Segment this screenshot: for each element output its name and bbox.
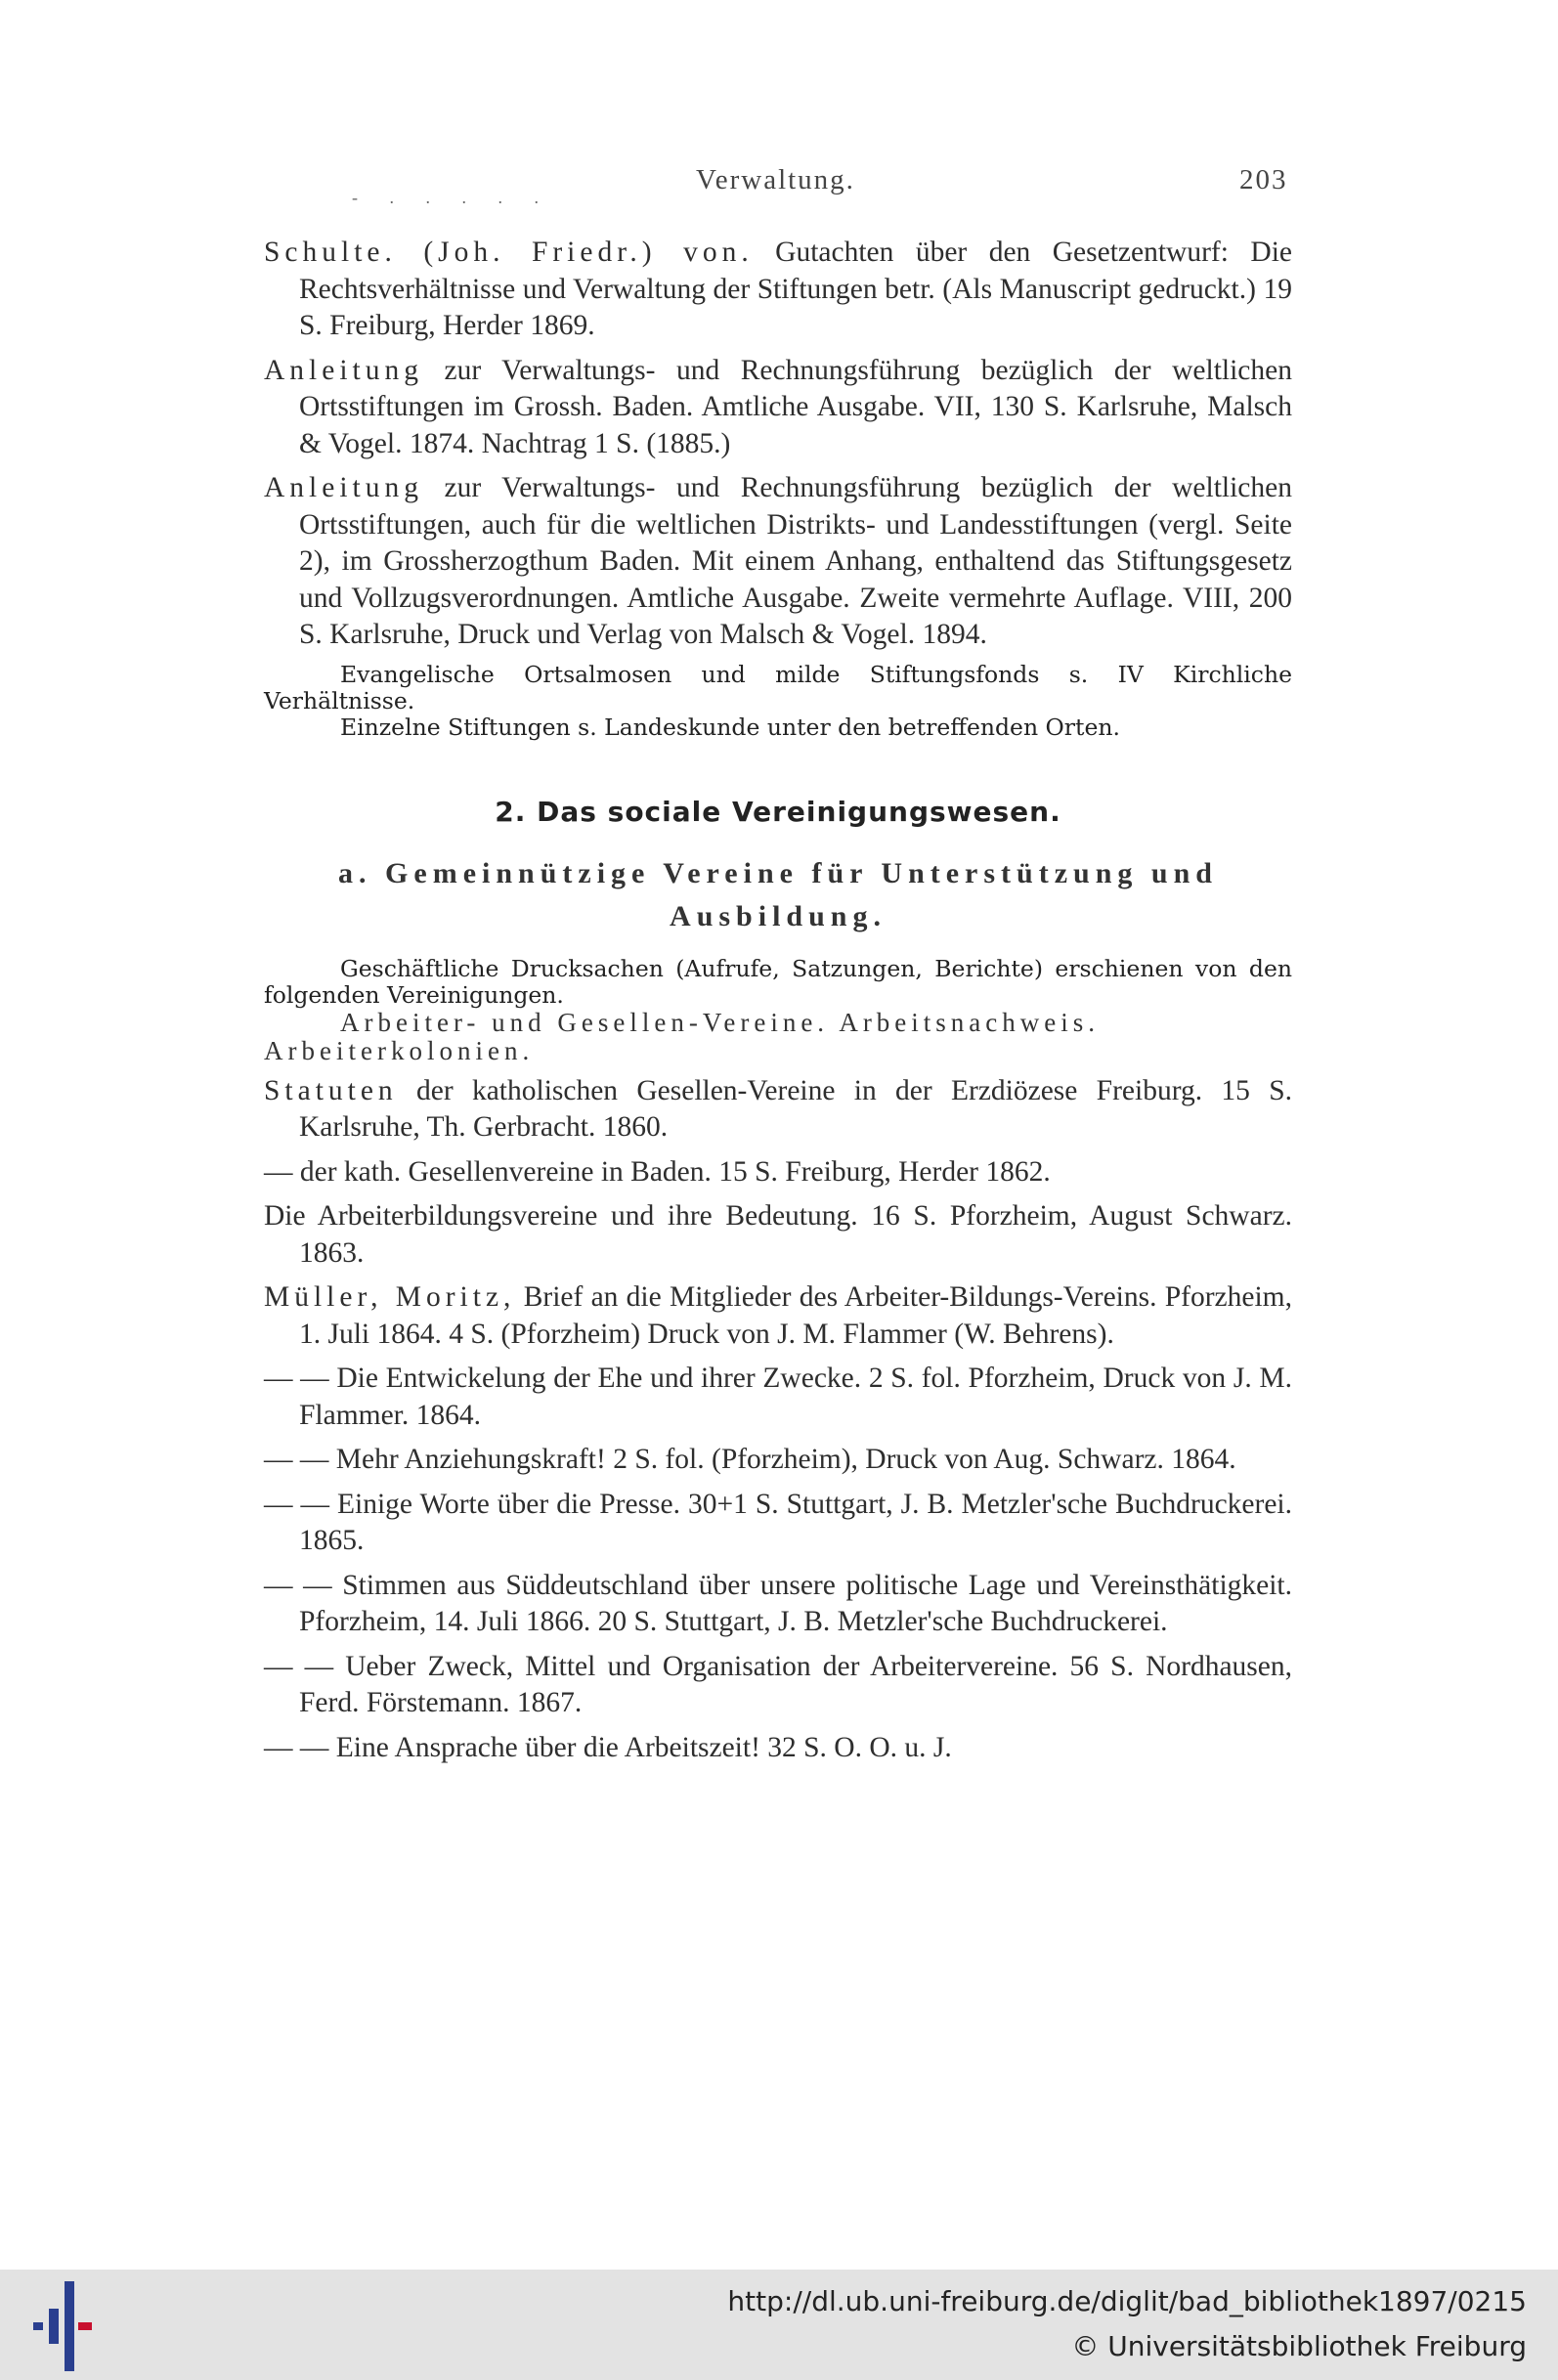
bib-entry	[264, 1487, 1292, 1560]
bib-entry	[264, 353, 1292, 463]
permalink-url[interactable]: http://dl.ub.uni-freiburg.de/diglit/bad_bibliothek1897/0215	[727, 2285, 1527, 2317]
header-marks: - . . . . .	[352, 188, 552, 207]
entry-text: der katholischen Gesellen-Vereine in der Erzdiözese Freiburg. 15 S. Karlsruhe, Th. Gerbracht. 1860.	[299, 1074, 1292, 1143]
running-title: Verwaltung.	[696, 164, 855, 195]
bib-entry	[264, 1730, 1292, 1767]
bib-entry	[264, 1279, 1292, 1353]
section-note: Geschäftliche Drucksachen (Aufrufe, Satzungen, Berichte) erschienen von den folgenden Vereinigungen.	[264, 954, 1292, 1009]
subsection-title: a. Gemeinnützige Vereine für Unterstützung und Ausbildung.	[338, 856, 1218, 932]
cross-reference-note: Einzelne Stiftungen s. Landeskunde unter den betreffenden Orten.	[340, 713, 1121, 741]
category-line: Arbeiterkolonien.	[264, 1035, 535, 1065]
bib-entry	[264, 1073, 1292, 1147]
bib-entry	[264, 1568, 1292, 1641]
entry-text: — — Stimmen aus Süddeutschland über unsere politische Lage und Vereinsthätigkeit. Pforzheim, 14. Juli 1866. 20 S. Stuttgart, J. B. Metzler'sche Buchdruckerei.	[264, 1569, 1292, 1637]
bib-entry	[264, 1154, 1292, 1191]
entry-text: — — Ueber Zweck, Mittel und Organisation der Arbeitervereine. 56 S. Nordhausen, Ferd. Förstemann. 1867.	[264, 1650, 1292, 1718]
bib-entry	[264, 235, 1292, 345]
entry-lead: Anleitung	[264, 472, 423, 503]
bib-entry	[264, 1198, 1292, 1272]
bib-entry	[264, 1649, 1292, 1722]
ub-freiburg-logo-icon	[29, 2279, 98, 2373]
entry-text: — — Mehr Anziehungskraft! 2 S. fol. (Pforzheim), Druck von Aug. Schwarz. 1864.	[264, 1444, 1236, 1475]
category-line: Arbeiter- und Gesellen-Vereine. Arbeitsnachweis.	[340, 1007, 1101, 1037]
entry-text: Brief an die Mitglieder des Arbeiter-Bildungs-Vereins. Pforzheim, 1. Juli 1864. 4 S. (Pforzheim) Druck von J. M. Flammer (W. Behrens).	[299, 1281, 1292, 1350]
entry-text: — — Die Entwickelung der Ehe und ihrer Zwecke. 2 S. fol. Pforzheim, Druck von J. M. Flammer. 1864.	[264, 1363, 1292, 1431]
entry-text: zur Verwaltungs- und Rechnungsführung bezüglich der weltlichen Ortsstiftungen, auch für die weltlichen Distrikts- und Landesstiftungen (vergl. Seite 2), im Grossherzogthum Baden. Mit einem Anhang, enthaltend das Stiftungsgesetz und Vollzugsverordnungen. Amtliche Ausgabe. Zweite vermehrte Auflage. VIII, 200 S. Karlsruhe, Druck und Verlag von Malsch & Vogel. 1894.	[299, 472, 1292, 650]
bib-entry	[264, 470, 1292, 654]
bib-entry	[264, 1361, 1292, 1434]
bib-entry	[264, 1442, 1292, 1479]
page-content	[264, 235, 1292, 1774]
copyright-notice: © Universitätsbibliothek Freiburg	[1071, 2330, 1527, 2362]
entry-text: — — Eine Ansprache über die Arbeitszeit! 32 S. O. O. u. J.	[264, 1731, 952, 1763]
viewer-footer	[0, 2270, 1558, 2380]
entry-text: — der kath. Gesellenvereine in Baden. 15 S. Freiburg, Herder 1862.	[264, 1155, 1051, 1188]
entry-lead: Anleitung	[264, 354, 423, 386]
entry-lead: Statuten	[264, 1074, 398, 1106]
section-title: 2. Das sociale Vereinigungswesen.	[495, 795, 1061, 828]
page-number: 203	[1239, 164, 1288, 195]
entry-text: Gutachten über den Gesetzentwurf: Die Rechtsverhältnisse und Verwaltung der Stiftungen betr. (Als Manuscript gedruckt.) 19 S. Freiburg, Herder 1869.	[299, 237, 1292, 341]
entry-lead: Schulte. (Joh. Friedr.) von.	[264, 237, 754, 268]
cross-reference-note: Evangelische Ortsalmosen und milde Stiftungsfonds s. IV Kirchliche Verhältnisse.	[264, 660, 1292, 714]
entry-text: — — Einige Worte über die Presse. 30+1 S. Stuttgart, J. B. Metzler'sche Buchdruckerei. 1865.	[264, 1488, 1292, 1556]
entry-text: zur Verwaltungs- und Rechnungsführung bezüglich der weltlichen Ortsstiftungen im Grossh. Baden. Amtliche Ausgabe. VII, 130 S. Karlsruhe, Malsch & Vogel. 1874. Nachtrag 1 S. (1885.)	[299, 354, 1292, 459]
entry-text: Die Arbeiterbildungsvereine und ihre Bedeutung. 16 S. Pforzheim, August Schwarz. 1863.	[264, 1200, 1292, 1269]
entry-lead: Müller, Moritz,	[264, 1281, 516, 1313]
